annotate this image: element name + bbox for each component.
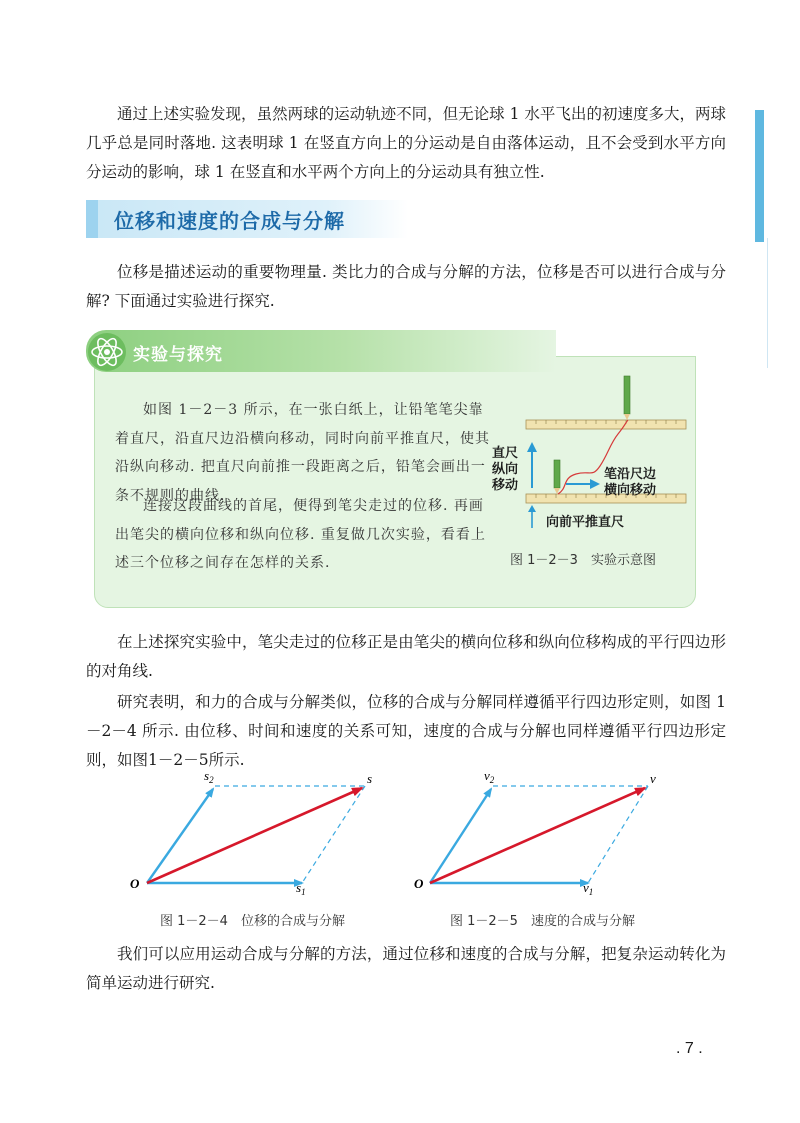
paragraph-parallelogram-rule: 研究表明，和力的合成与分解类似，位移的合成与分解同样遵循平行四边形定则，如图 1－2－4 所示. 由位移、时间和速度的关系可知，速度的合成与分解也同样遵循平行四边形定则，如图1－2－5所示. xyxy=(86,693,726,769)
pencil-bottom xyxy=(554,460,560,494)
label-s1: $s_1$ xyxy=(296,880,306,897)
atom-icon xyxy=(86,332,128,372)
experiment-text-2: 连接这段曲线的首尾，便得到笔尖走过的位移. 再画出笔尖的横向位移和纵向位移. 重复做几次实验，看看上述三个位移之间存在怎样的关系. xyxy=(115,498,486,571)
paragraph-displacement-intro: 位移是描述运动的重要物理量. 类比力的合成与分解的方法，位移是否可以进行合成与分解? 下面通过实验进行探究. xyxy=(86,263,726,310)
caption-fig-1-2-3: 图 1－2－3 实验示意图 xyxy=(510,553,656,568)
paragraph-independence: 通过上述实验发现，虽然两球的运动轨迹不同，但无论球 1 水平飞出的初速度多大，两球几乎总是同时落地. 这表明球 1 在竖直方向上的分运动是自由落体运动，且不会受到水平方向分运动的影响，球 1 在竖直和水平两个方向上的分运动具有独立性. xyxy=(86,105,726,181)
paragraph-conclusion: 我们可以应用运动合成与分解的方法，通过位移和速度的合成与分解，把复杂运动转化为简单运动进行研究. xyxy=(86,945,726,992)
side-divider xyxy=(767,238,768,368)
caption-fig-1-2-5: 图 1－2－5 速度的合成与分解 xyxy=(450,914,635,929)
section-title: 位移和速度的合成与分解 xyxy=(114,209,345,233)
label-origin-1: O xyxy=(130,876,140,891)
label-push: 向前平推直尺 xyxy=(546,515,625,530)
experiment-title: 实验与探究 xyxy=(133,345,223,365)
label-ruler-3: 移动 xyxy=(492,478,519,493)
figure-1-2-4 xyxy=(120,768,385,898)
experiment-text-1: 如图 1－2－3 所示，在一张白纸上，让铅笔笔尖靠着直尺，沿直尺边沿横向移动，同时向前平推直尺，使其沿纵向移动. 把直尺向前推一段距离之后，铅笔会画出一条不规则的曲线. xyxy=(115,402,490,504)
section-heading xyxy=(86,200,408,238)
label-ruler-1: 直尺 xyxy=(492,446,519,461)
label-s2: $s_2$ xyxy=(204,768,214,785)
label-v1: $v_1$ xyxy=(583,880,594,897)
label-ruler-2: 纵向 xyxy=(492,462,519,477)
label-v2: $v_2$ xyxy=(484,768,495,785)
label-v: v xyxy=(650,771,656,786)
label-pen-1: 笔沿尺边 xyxy=(604,467,657,482)
side-tab-bar xyxy=(755,110,764,242)
label-origin-2: O xyxy=(414,876,424,891)
pencil-top xyxy=(624,376,630,420)
figure-1-2-3 xyxy=(488,370,693,540)
page-number: . 7 . xyxy=(676,1040,703,1057)
caption-fig-1-2-4: 图 1－2－4 位移的合成与分解 xyxy=(160,914,345,929)
label-pen-2: 横向移动 xyxy=(604,483,657,498)
paragraph-diagonal: 在上述探究实验中，笔尖走过的位移正是由笔尖的横向位移和纵向位移构成的平行四边形的对角线. xyxy=(86,633,726,680)
label-s: s xyxy=(367,771,373,786)
figure-1-2-5 xyxy=(398,768,663,898)
